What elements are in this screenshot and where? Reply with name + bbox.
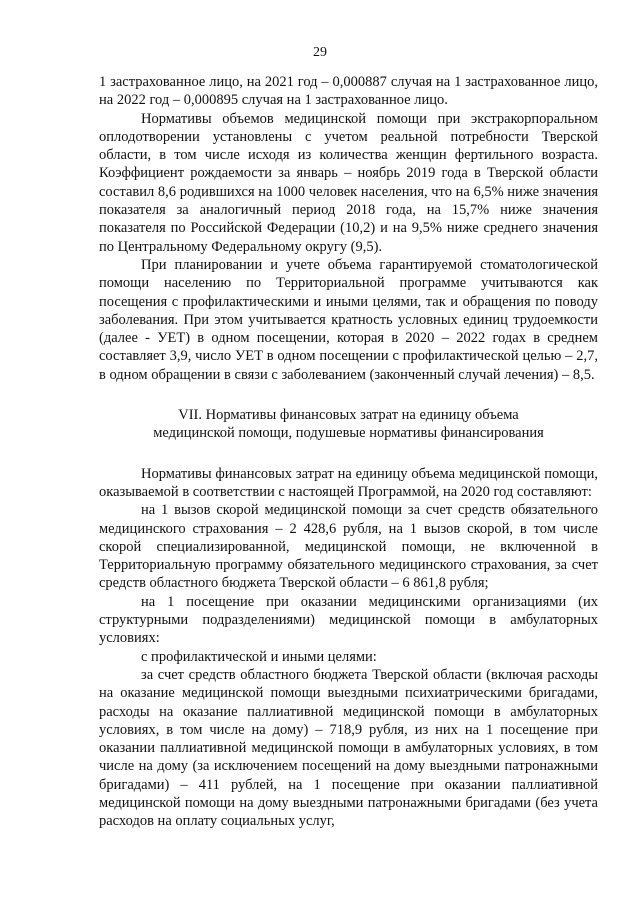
document-body (99, 73, 598, 831)
section-heading-line-2: медицинской помощи, подушевые нормативы финансирования (153, 425, 544, 442)
paragraph-financial-norms-intro: Нормативы финансовых затрат на единицу объема медицинской помощи, оказываемой в соответствии с настоящей Программой, на 2020 год составляют: (99, 465, 598, 500)
page-number: 29 (313, 45, 327, 60)
paragraph-preventive-purpose: с профилактической и иными целями: (141, 648, 377, 665)
paragraph-ambulance-call: на 1 вызов скорой медицинской помощи за счет средств обязательного медицинского страхования – 2 428,6 рубля, на 1 вызов скорой, в том числе скорой специализированной, медицинской помощи, не включенной в Территориальную программу обязательного медицинского страхования, за счет средств областного бюджета Тверской области – 6 861,8 рубля; (99, 502, 598, 592)
section-heading-line-1: VII. Нормативы финансовых затрат на единицу объема (178, 407, 519, 424)
paragraph-continuation: 1 застрахованное лицо, на 2021 год – 0,000887 случая на 1 застрахованное лицо, на 2022 год – 0,000895 случая на 1 застрахованное лицо. (99, 74, 598, 109)
section-heading (99, 406, 598, 443)
paragraph-regional-budget: за счет средств областного бюджета Тверской области (включая расходы на оказание медицинской помощи выездными психиатрическими бригадами, расходы на оказание паллиативной медицинской помощи в амбулаторных условиях, в том числе на дому) – 718,9 рубля, из них на 1 посещение при оказании паллиативной медицинской помощи в амбулаторных условиях, в том числе на дому (за исключением посещений на дому выездными патронажными бригадами) – 411 рублей, на 1 посещение при оказании паллиативной медицинской помощи на дому выездными патронажными бригадами (без учета расходов на оплату социальных услуг, (99, 666, 598, 830)
paragraph-dental-care: При планировании и учете объема гарантируемой стоматологической помощи населению по Территориальной программе учитываются как посещения с профилактическими и иными целями, так и обращения по поводу заболевания. При этом учитывается кратность условных единиц трудоемкости (далее - УЕТ) в одном посещении, которая в 2020 – 2022 годах в среднем составляет 3,9, число УЕТ в одном посещении с профилактической целью – 2,7, в одном обращении в связи с заболеванием (законченный случай лечения) – 8,5. (99, 256, 598, 383)
paragraph-ivf-norms: Нормативы объемов медицинской помощи при экстракорпоральном оплодотворении установлены с учетом реальной потребности Тверской области, в том числе исходя из количества женщин фертильного возраста. Коэффициент рождаемости за январь – ноябрь 2019 года в Тверской области составил 8,6 родившихся на 1000 человек населения, что на 6,5% ниже значения показателя за аналогичный период 2018 года, на 15,7% ниже значения показателя по Российской Федерации (10,2) и на 9,5% ниже среднего значения по Центральному Федеральному округу (9,5). (99, 110, 598, 255)
paragraph-outpatient-visit: на 1 посещение при оказании медицинскими организациями (их структурными подразделениями) медицинской помощи в амбулаторных условиях: (99, 593, 598, 647)
